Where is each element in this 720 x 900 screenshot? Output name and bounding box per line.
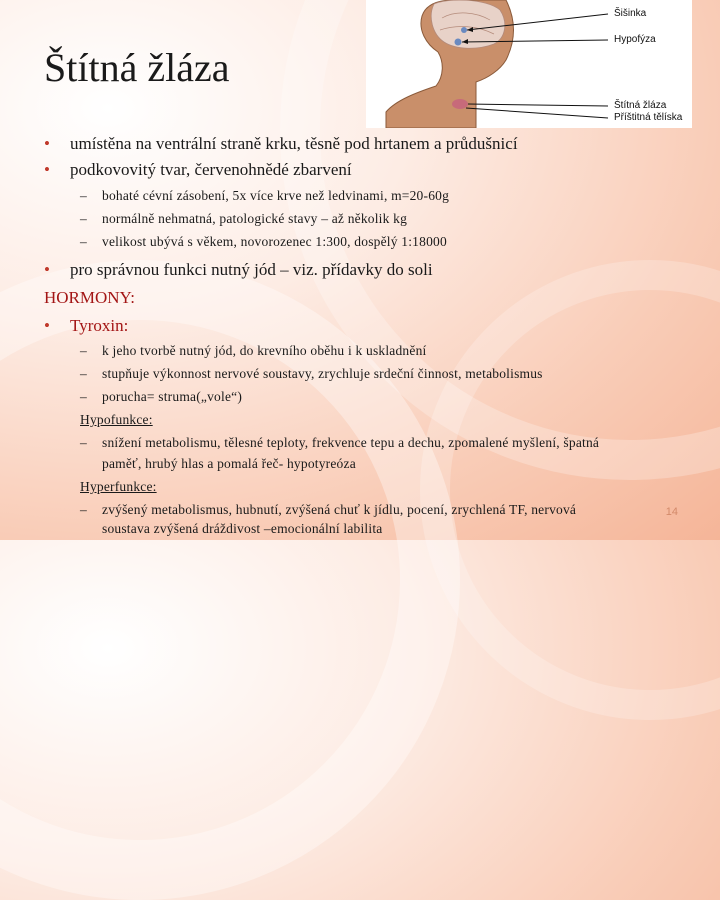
tyroxin-label: Tyroxin: <box>70 316 129 335</box>
dash-marker: – <box>80 343 87 358</box>
bullet-marker: • <box>44 260 50 279</box>
bullet-iodine: pro správnou funkci nutný jód – viz. přídavky do soli <box>70 260 433 279</box>
dash-marker: – <box>80 234 87 249</box>
sub-bullet-size: velikost ubývá s věkem, novorozenec 1:300, dospělý 1:18000 <box>102 234 447 249</box>
hypofunction-text-line2: paměť, hrubý hlas a pomalá řeč- hypotyreóza <box>102 456 356 471</box>
dash-marker: – <box>80 211 87 226</box>
hypofunction-text-line1: snížení metabolismu, tělesné teploty, frekvence tepu a dechu, zpomalené myšlení, špatná <box>102 435 600 450</box>
tyroxin-item-iodine: k jeho tvorbě nutný jód, do krevního oběhu i k uskladnění <box>102 343 427 358</box>
bullet-location: umístěna na ventrální straně krku, těsně pod hrtanem a průdušnicí <box>70 134 518 153</box>
hyperfunction-text-line2: soustava zvýšená dráždivost –emocionální labilita <box>102 521 383 536</box>
tyroxin-item-struma: porucha= struma(„vole“) <box>102 389 243 404</box>
sub-bullet-palpable: normálně nehmatná, patologické stavy – až několik kg <box>102 211 408 226</box>
hormones-heading: HORMONY: <box>44 288 136 307</box>
bullet-shape: podkovovitý tvar, červenohnědé zbarvení <box>70 160 352 179</box>
sub-bullet-blood-supply: bohaté cévní zásobení, 5x více krve než ledvinami, m=20-60g <box>102 188 450 203</box>
bullet-marker: • <box>44 316 50 335</box>
dash-marker: – <box>80 502 87 517</box>
slide-title: Štítná žláza <box>44 45 230 90</box>
page-number: 14 <box>665 506 678 518</box>
hypofunction-heading: Hypofunkce: <box>80 412 153 427</box>
dash-marker: – <box>80 366 87 381</box>
figure-label-thyroid: Štítná žláza <box>614 100 667 111</box>
bullet-marker: • <box>44 134 50 153</box>
dash-marker: – <box>80 435 87 450</box>
bullet-marker: • <box>44 160 50 179</box>
figure-label-parathyroid: Příštitná tělíska <box>614 112 683 123</box>
hyperfunction-text-line1: zvýšený metabolismus, hubnutí, zvýšená chuť k jídlu, pocení, zrychlená TF, nervová <box>102 502 577 517</box>
dash-marker: – <box>80 188 87 203</box>
figure-label-pineal: Šišinka <box>614 8 647 19</box>
tyroxin-item-effect: stupňuje výkonnost nervové soustavy, zrychluje srdeční činnost, metabolismus <box>102 366 543 381</box>
dash-marker: – <box>80 389 87 404</box>
hyperfunction-heading: Hyperfunkce: <box>80 479 157 494</box>
figure-label-pituitary: Hypofýza <box>614 34 656 45</box>
